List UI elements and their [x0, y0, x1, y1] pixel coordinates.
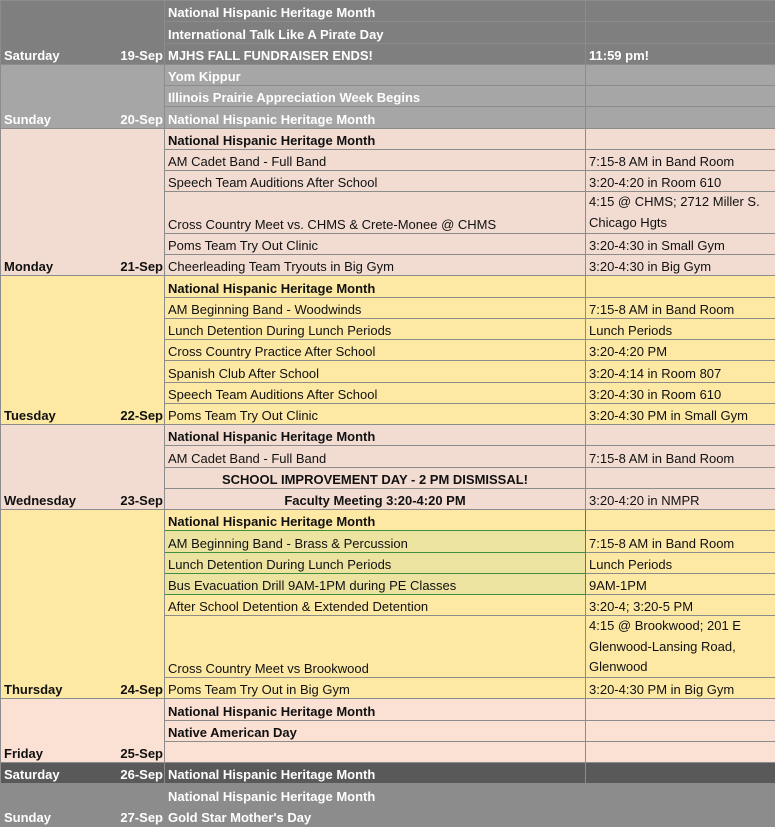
time-cell[interactable]: 3:20-4:30 in Small Gym — [586, 233, 775, 254]
event-cell[interactable]: Gold Star Mother's Day — [165, 805, 586, 826]
time-cell[interactable]: 3:20-4:20 in NMPR — [586, 488, 775, 509]
event-cell[interactable]: Speech Team Auditions After School — [165, 171, 586, 192]
time-cell[interactable] — [586, 467, 775, 488]
date-cell[interactable]: 26-Sep — [104, 763, 165, 784]
event-cell[interactable]: AM Cadet Band - Full Band — [165, 446, 586, 467]
time-cell[interactable] — [586, 107, 775, 128]
table-row[interactable] — [1, 510, 775, 531]
day-cell[interactable]: Wednesday — [1, 425, 104, 510]
event-cell[interactable]: AM Beginning Band - Woodwinds — [165, 297, 586, 318]
day-cell[interactable]: Tuesday — [1, 276, 104, 425]
time-cell[interactable] — [586, 741, 775, 762]
time-cell[interactable]: 3:20-4:20 PM — [586, 340, 775, 361]
event-cell[interactable]: Yom Kippur — [165, 64, 586, 85]
time-cell[interactable]: 3:20-4; 3:20-5 PM — [586, 595, 775, 616]
event-cell[interactable]: National Hispanic Heritage Month — [165, 699, 586, 720]
date-cell[interactable]: 23-Sep — [104, 425, 165, 510]
time-cell[interactable] — [586, 805, 775, 826]
event-cell[interactable]: Lunch Detention During Lunch Periods — [165, 318, 586, 339]
day-group-friday-25 — [1, 699, 775, 763]
event-cell[interactable]: Native American Day — [165, 720, 586, 741]
event-cell[interactable]: National Hispanic Heritage Month — [165, 107, 586, 128]
event-cell[interactable]: Bus Evacuation Drill 9AM-1PM during PE Classes — [165, 573, 586, 594]
event-cell[interactable]: MJHS FALL FUNDRAISER ENDS! — [165, 43, 586, 64]
table-row[interactable] — [1, 425, 775, 446]
time-cell[interactable]: 7:15-8 AM in Band Room — [586, 297, 775, 318]
event-cell[interactable]: Faculty Meeting 3:20-4:20 PM — [165, 488, 586, 509]
time-cell[interactable]: 3:20-4:14 in Room 807 — [586, 361, 775, 382]
date-cell[interactable]: 24-Sep — [104, 510, 165, 699]
event-cell[interactable]: Poms Team Try Out Clinic — [165, 233, 586, 254]
time-cell[interactable] — [586, 128, 775, 149]
time-cell[interactable]: 3:20-4:30 PM in Big Gym — [586, 678, 775, 699]
day-cell[interactable]: Sunday — [1, 64, 104, 128]
time-cell[interactable]: 4:15 @ CHMS; 2712 Miller S. Chicago Hgts — [586, 192, 775, 234]
date-cell[interactable]: 22-Sep — [104, 276, 165, 425]
event-cell[interactable]: National Hispanic Heritage Month — [165, 128, 586, 149]
day-group-thursday-24 — [1, 510, 775, 699]
day-cell[interactable]: Friday — [1, 699, 104, 763]
day-group-sunday-20 — [1, 64, 775, 128]
date-cell[interactable]: 19-Sep — [104, 1, 165, 65]
time-cell[interactable] — [586, 276, 775, 297]
time-cell[interactable]: 4:15 @ Brookwood; 201 E Glenwood-Lansing Road, Glenwood — [586, 616, 775, 678]
time-cell[interactable]: 7:15-8 AM in Band Room — [586, 446, 775, 467]
event-cell[interactable]: Cross Country Meet vs Brookwood — [165, 616, 586, 678]
day-group-monday-21 — [1, 128, 775, 276]
date-cell[interactable]: 20-Sep — [104, 64, 165, 128]
time-cell[interactable]: 3:20-4:30 PM in Small Gym — [586, 403, 775, 424]
day-cell[interactable]: Thursday — [1, 510, 104, 699]
event-cell[interactable]: Speech Team Auditions After School — [165, 382, 586, 403]
table-row[interactable] — [1, 763, 775, 784]
time-cell[interactable]: Lunch Periods — [586, 552, 775, 573]
day-cell[interactable]: Sunday — [1, 784, 104, 827]
event-cell[interactable]: Lunch Detention During Lunch Periods — [165, 552, 586, 573]
table-row[interactable] — [1, 699, 775, 720]
event-cell[interactable]: Spanish Club After School — [165, 361, 586, 382]
date-cell[interactable]: 27-Sep — [104, 784, 165, 827]
event-cell[interactable]: Illinois Prairie Appreciation Week Begins — [165, 86, 586, 107]
time-cell[interactable] — [586, 699, 775, 720]
day-group-wednesday-23 — [1, 425, 775, 510]
event-cell[interactable]: National Hispanic Heritage Month — [165, 1, 586, 22]
time-cell[interactable]: 9AM-1PM — [586, 573, 775, 594]
time-cell[interactable] — [586, 510, 775, 531]
day-cell[interactable]: Monday — [1, 128, 104, 276]
table-row[interactable] — [1, 128, 775, 149]
time-cell[interactable]: 7:15-8 AM in Band Room — [586, 531, 775, 552]
event-cell[interactable]: National Hispanic Heritage Month — [165, 425, 586, 446]
event-cell[interactable]: National Hispanic Heritage Month — [165, 276, 586, 297]
date-cell[interactable]: 25-Sep — [104, 699, 165, 763]
event-cell[interactable]: Cheerleading Team Tryouts in Big Gym — [165, 255, 586, 276]
time-cell[interactable]: 11:59 pm! — [586, 43, 775, 64]
event-cell[interactable]: Cross Country Practice After School — [165, 340, 586, 361]
table-row[interactable] — [1, 784, 775, 805]
table-row[interactable] — [1, 1, 775, 22]
day-group-tuesday-22 — [1, 276, 775, 425]
time-cell[interactable]: Lunch Periods — [586, 318, 775, 339]
time-cell[interactable]: 3:20-4:30 in Room 610 — [586, 382, 775, 403]
event-cell[interactable]: AM Beginning Band - Brass & Percussion — [165, 531, 586, 552]
time-cell[interactable] — [586, 763, 775, 784]
time-cell[interactable]: 3:20-4:30 in Big Gym — [586, 255, 775, 276]
time-cell[interactable] — [586, 1, 775, 22]
time-cell[interactable] — [586, 425, 775, 446]
table-row[interactable] — [1, 64, 775, 85]
time-cell[interactable] — [586, 86, 775, 107]
time-cell[interactable] — [586, 784, 775, 805]
event-cell[interactable]: AM Cadet Band - Full Band — [165, 149, 586, 170]
event-cell[interactable]: National Hispanic Heritage Month — [165, 510, 586, 531]
event-cell[interactable]: Cross Country Meet vs. CHMS & Crete-Monee @ CHMS — [165, 192, 586, 234]
event-cell[interactable]: SCHOOL IMPROVEMENT DAY - 2 PM DISMISSAL! — [165, 467, 586, 488]
day-group-sunday-27 — [1, 784, 775, 827]
time-cell[interactable] — [586, 64, 775, 85]
day-group-saturday-19 — [1, 1, 775, 65]
time-cell[interactable] — [586, 22, 775, 43]
event-cell[interactable] — [165, 741, 586, 762]
day-cell[interactable]: Saturday — [1, 763, 104, 784]
date-cell[interactable]: 21-Sep — [104, 128, 165, 276]
event-cell[interactable]: Poms Team Try Out Clinic — [165, 403, 586, 424]
time-cell[interactable] — [586, 720, 775, 741]
event-cell[interactable]: National Hispanic Heritage Month — [165, 784, 586, 805]
day-group-saturday-26 — [1, 763, 775, 784]
day-cell[interactable]: Saturday — [1, 1, 104, 65]
event-cell[interactable]: After School Detention & Extended Detention — [165, 595, 586, 616]
table-row[interactable] — [1, 276, 775, 297]
event-cell[interactable]: International Talk Like A Pirate Day — [165, 22, 586, 43]
event-cell[interactable]: National Hispanic Heritage Month — [165, 763, 586, 784]
event-cell[interactable]: Poms Team Try Out in Big Gym — [165, 678, 586, 699]
time-cell[interactable]: 3:20-4:20 in Room 610 — [586, 171, 775, 192]
time-cell[interactable]: 7:15-8 AM in Band Room — [586, 149, 775, 170]
